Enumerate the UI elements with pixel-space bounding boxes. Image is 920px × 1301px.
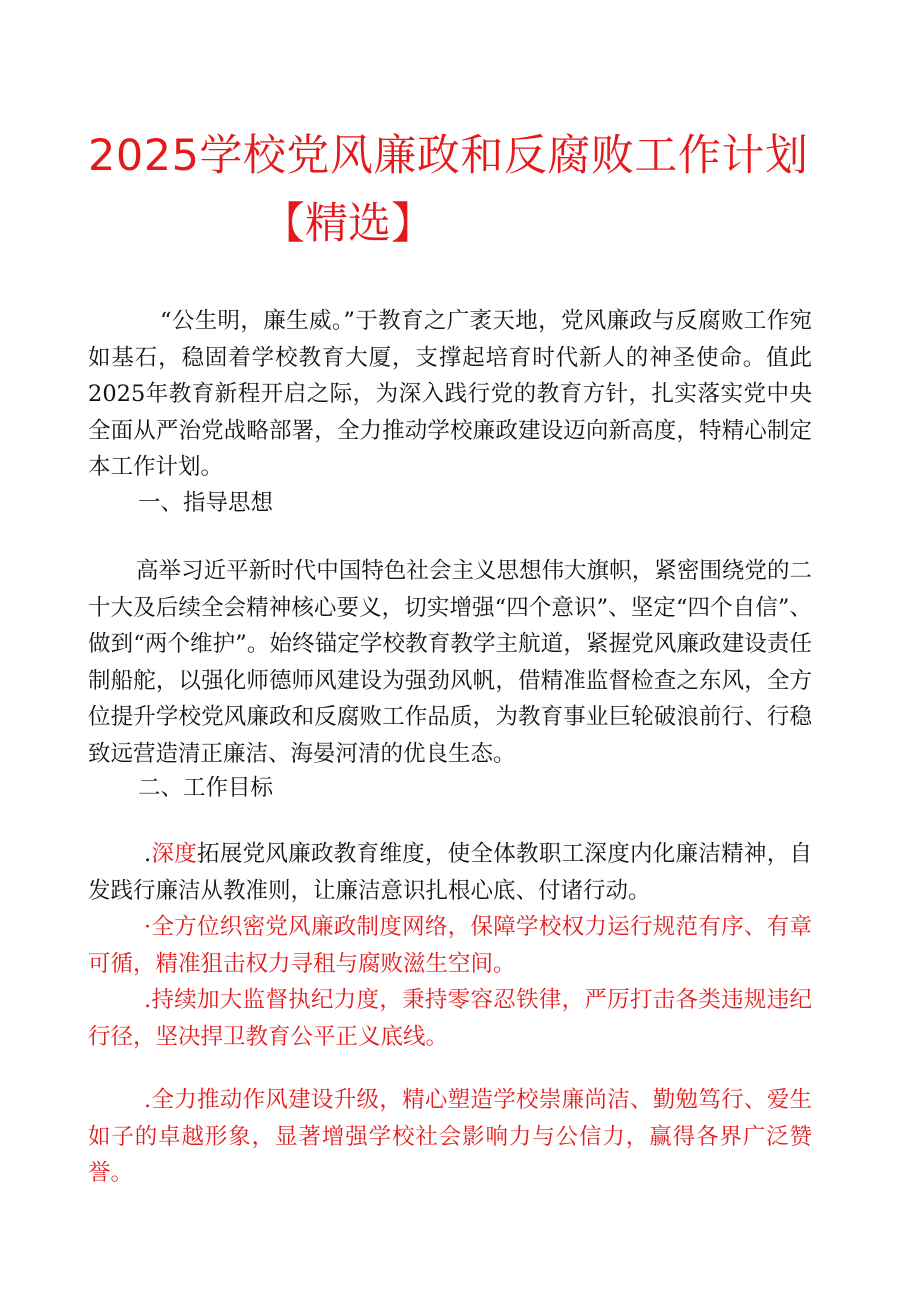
goal-text: 持续加大监督执纪力度，秉持零容忍铁律，严厉打击各类违规违纪行径，坚决捍卫教育公平正义底线。 xyxy=(88,987,812,1050)
section-heading-guiding-thought: 一、指导思想 xyxy=(138,490,274,516)
goal-lead: 深度 xyxy=(151,841,198,867)
goal-marker: . xyxy=(144,841,152,867)
goal-marker: . xyxy=(144,987,152,1013)
goal-marker: · xyxy=(144,914,152,940)
goal-item-2 xyxy=(88,909,812,982)
goal-item-1 xyxy=(88,836,812,909)
goal-text: 全方位织密党风廉政制度网络，保障学校权力运行规范有序、有章可循，精准狙击权力寻租与腐败滋生空间。 xyxy=(88,914,812,977)
goal-item-4 xyxy=(88,1082,812,1192)
document-title: 2025学校党风廉政和反腐败工作计划 xyxy=(88,131,809,181)
goal-text: 全力推动作风建设升级，精心塑造学校崇廉尚洁、勤勉笃行、爱生如子的卓越形象，显著增强学校社会影响力与公信力，赢得各界广泛赞誉。 xyxy=(88,1087,812,1186)
goal-marker: . xyxy=(144,1087,152,1113)
intro-paragraph: “公生明，廉生威。”于教育之广袤天地，党风廉政与反腐败工作宛如基石，稳固着学校教育大厦，支撑起培育时代新人的神圣使命。值此2025年教育新程开启之际，为深入践行党的教育方针，扎实落实党中央全面从严治党战略部署，全力推动学校廉政建设迈向新高度，特精心制定本工作计划。 xyxy=(88,308,812,480)
section-heading-work-goals: 二、工作目标 xyxy=(138,775,274,801)
guiding-thought-paragraph: 高举习近平新时代中国特色社会主义思想伟大旗帜，紧密围绕党的二十大及后续全会精神核心要义，切实增强“四个意识”、坚定“四个自信”、做到“两个维护”。始终锚定学校教育教学主航道，紧握党风廉政建设责任制船舵，以强化师德师风建设为强劲风帆，借精准监督检查之东风，全方位提升学校党风廉政和反腐败工作品质，为教育事业巨轮破浪前行、行稳致远营造清正廉洁、海晏河清的优良生态。 xyxy=(88,558,812,767)
goal-item-3 xyxy=(88,982,812,1055)
document-title-suffix: 【精选】 xyxy=(262,199,434,249)
goal-text: 拓展党风廉政教育维度，使全体教职工深度内化廉洁精神，自发践行廉洁从教准则，让廉洁意识扎根心底、付诸行动。 xyxy=(88,841,812,904)
